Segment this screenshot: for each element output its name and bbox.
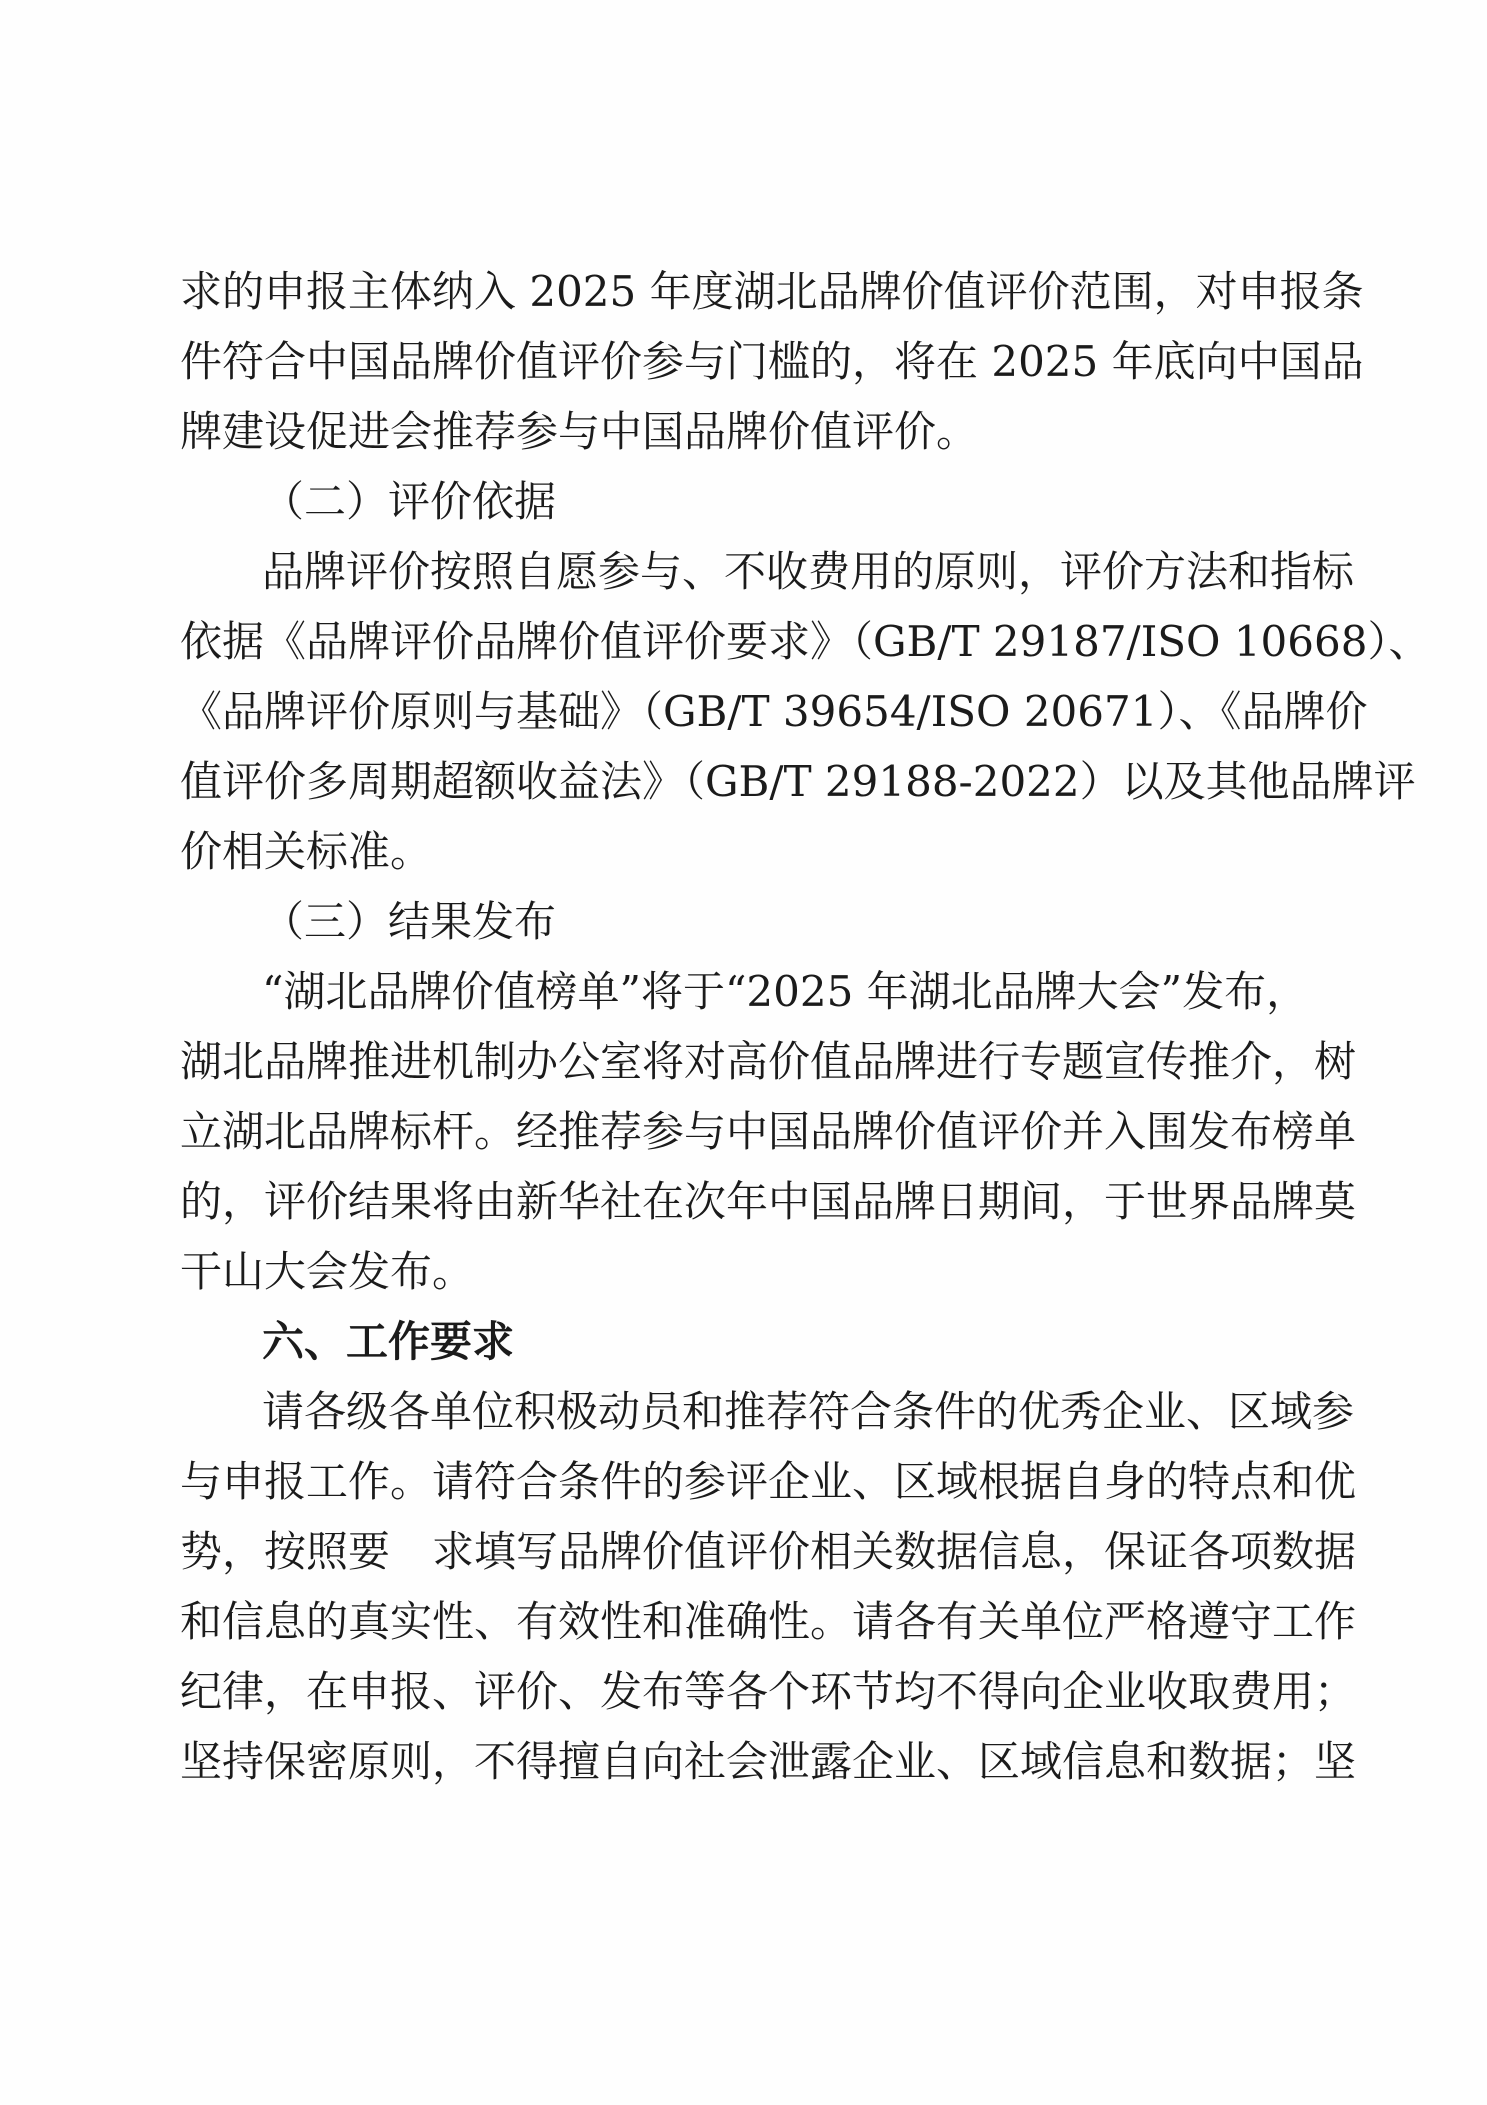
body-text-line: 依据《品牌评价品牌价值评价要求》（GB/T 29187/ISO 10668）、 [180, 617, 1431, 666]
body-text-line: “湖北品牌价值榜单”将于“2025 年湖北品牌大会”发布， [262, 967, 1309, 1016]
body-text-line: 求的申报主体纳入 2025 年度湖北品牌价值评价范围，对申报条 [180, 267, 1364, 316]
section-heading-work-requirements: 六、工作要求 [262, 1317, 515, 1366]
body-text-line: 和信息的真实性、有效性和准确性。请各有关单位严格遵守工作 [180, 1597, 1357, 1646]
section-heading-basis: （二）评价依据 [262, 477, 557, 526]
section-heading-results: （三）结果发布 [262, 897, 557, 946]
body-text-line: 牌建设促进会推荐参与中国品牌价值评价。 [180, 407, 979, 456]
body-text-line: 的，评价结果将由新华社在次年中国品牌日期间，于世界品牌莫 [180, 1177, 1357, 1226]
body-text-line: 请各级各单位积极动员和推荐符合条件的优秀企业、区域参 [262, 1387, 1355, 1436]
body-text-line: 纪律，在申报、评价、发布等各个环节均不得向企业收取费用； [180, 1667, 1357, 1716]
body-text-line: 件符合中国品牌价值评价参与门槛的，将在 2025 年底向中国品 [180, 337, 1364, 386]
body-text-line: 干山大会发布。 [180, 1247, 475, 1296]
body-text-line: 立湖北品牌标杆。经推荐参与中国品牌价值评价并入围发布榜单 [180, 1107, 1357, 1156]
body-text-line: 与申报工作。请符合条件的参评企业、区域根据自身的特点和优 [180, 1457, 1357, 1506]
body-text-line: 势，按照要 求填写品牌价值评价相关数据信息，保证各项数据 [180, 1527, 1357, 1576]
body-text-line: 价相关标准。 [180, 827, 433, 876]
body-text-line: 坚持保密原则，不得擅自向社会泄露企业、区域信息和数据；坚 [180, 1737, 1357, 1786]
body-text-line: 品牌评价按照自愿参与、不收费用的原则，评价方法和指标 [262, 547, 1355, 596]
body-text-line: 《品牌评价原则与基础》（GB/T 39654/ISO 20671）、《品牌价 [180, 687, 1368, 736]
body-text-line: 湖北品牌推进机制办公室将对高价值品牌进行专题宣传推介，树 [180, 1037, 1357, 1086]
body-text-line: 值评价多周期超额收益法》（GB/T 29188-2022）以及其他品牌评 [180, 757, 1416, 806]
